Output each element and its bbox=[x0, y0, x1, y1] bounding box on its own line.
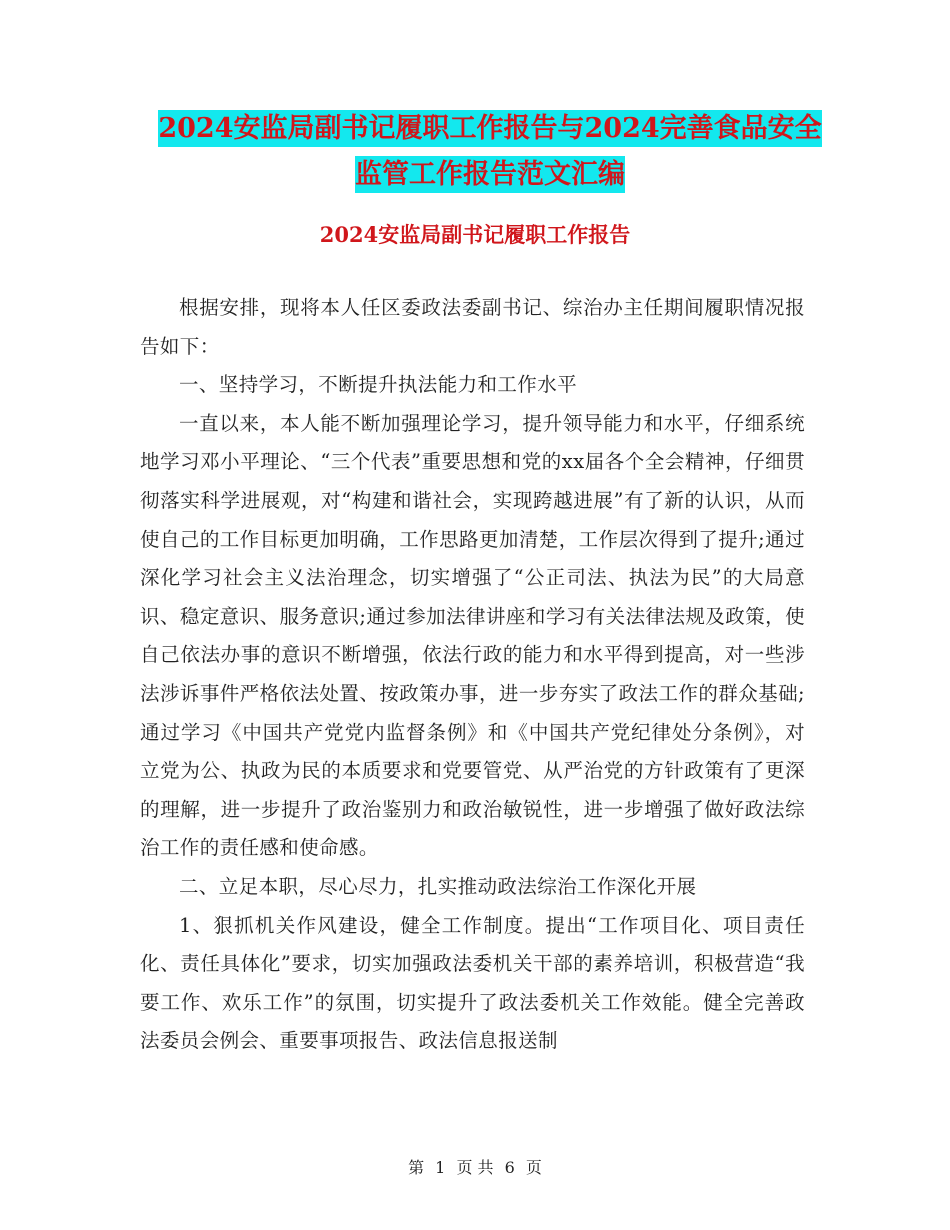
paragraph-intro: 根据安排，现将本人任区委政法委副书记、综治办主任期间履职情况报告如下： bbox=[140, 296, 805, 358]
footer-prefix: 第 bbox=[408, 1158, 425, 1177]
document-title-line-1: 2024安监局副书记履职工作报告与2024完善食品安全 bbox=[158, 110, 821, 147]
footer-suffix: 页 bbox=[525, 1158, 542, 1177]
heading-section-1: 一、坚持学习，不断提升执法能力和工作水平 bbox=[179, 373, 578, 397]
page-footer bbox=[0, 1155, 950, 1178]
footer-page-total: 6 bbox=[504, 1158, 515, 1177]
document-title-line-2: 监管工作报告范文汇编 bbox=[355, 156, 625, 193]
heading-section-2: 二、立足本职，尽心尽力，扎实推动政法综治工作深化开展 bbox=[179, 874, 697, 898]
paragraph-study: 一直以来，本人能不断加强理论学习，提升领导能力和水平，仔细系统地学习邓小平理论、“三个代表”重要思想和党的xx届各个全会精神，仔细贯彻落实科学进展观，对“构建和谐社会，实现跨越进展”有了新的认识，从而使自己的工作目标更加明确，工作思路更加清楚，工作层次得到了提升;通过深化学习社会主义法治理念，切实增强了“公正司法、执法为民”的大局意识、稳定意识、服务意识;通过参加法律讲座和学习有关法律法规及政策，使自己依法办事的意识不断增强，依法行政的能力和水平得到提高，对一些涉法涉诉事件严格依法处置、按政策办事，进一步夯实了政法工作的群众基础;通过学习《中国共产党党内监督条例》和《中国共产党纪律处分条例》，对立党为公、执政为民的本质要求和党要管党、从严治党的方针政策有了更深的理解，进一步提升了政治鉴别力和政治敏锐性，进一步增强了做好政法综治工作的责任感和使命感。 bbox=[140, 411, 805, 860]
footer-page-number: 1 bbox=[435, 1158, 446, 1177]
paragraph-work-style: 1、狠抓机关作风建设，健全工作制度。提出“工作项目化、项目责任化、责任具体化”要求，切实加强政法委机关干部的素养培训，积极营造“我要工作、欢乐工作”的氛围，切实提升了政法委机关工作效能。健全完善政法委员会例会、重要事项报告、政法信息报送制 bbox=[140, 913, 805, 1053]
section-title: 2024安监局副书记履职工作报告 bbox=[319, 222, 631, 247]
document-body bbox=[140, 289, 805, 1061]
footer-mid: 页 共 bbox=[456, 1158, 494, 1177]
document-title bbox=[140, 106, 840, 198]
